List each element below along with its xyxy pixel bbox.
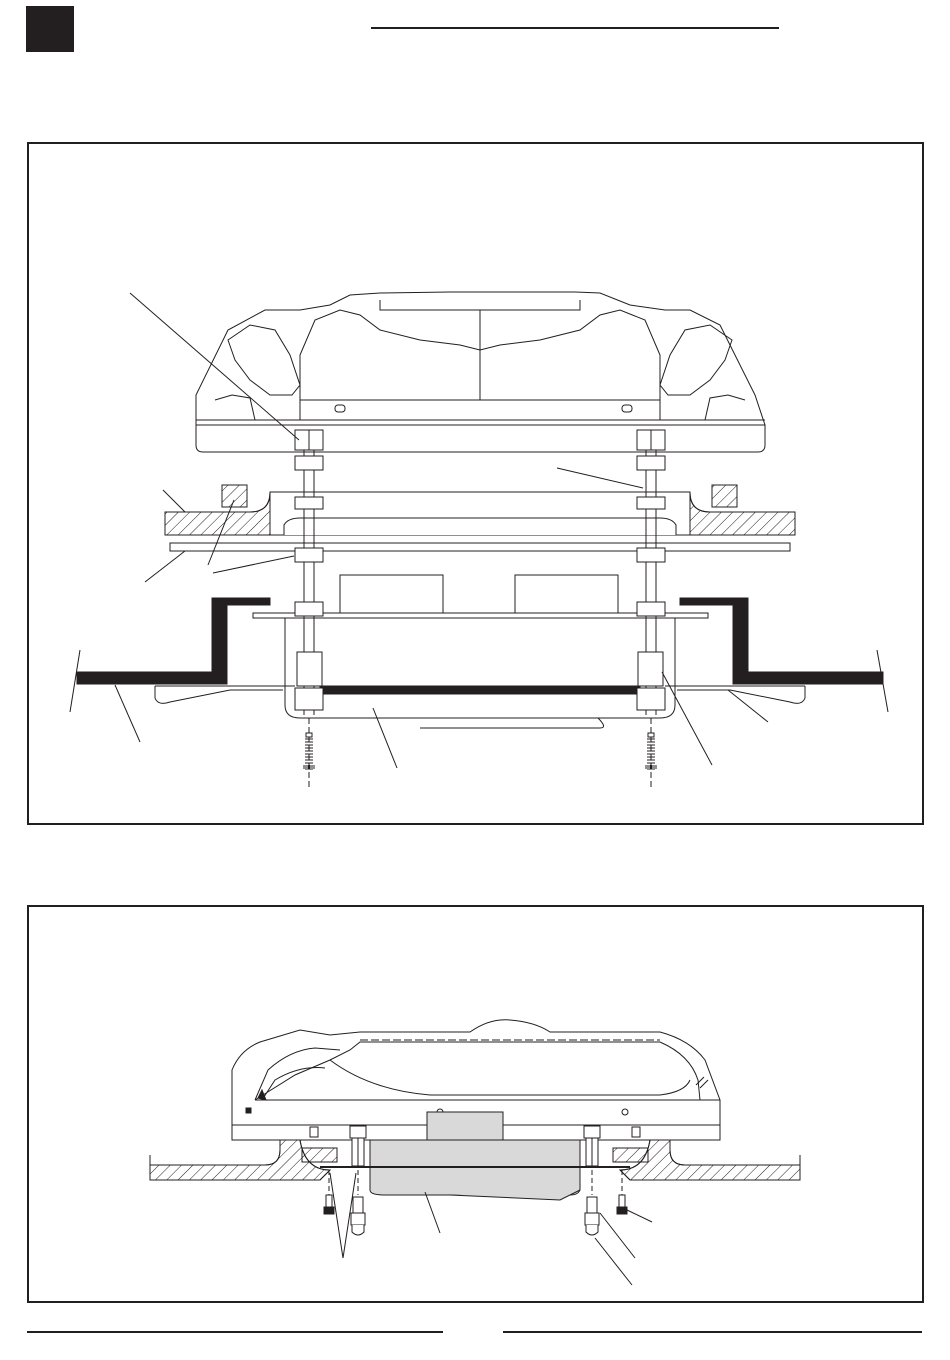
trim-left	[155, 686, 283, 703]
interior-frame-lip	[420, 718, 604, 728]
interior-frame	[285, 618, 675, 718]
interior-frame-top	[320, 686, 640, 694]
roof-unit-shell	[196, 292, 765, 452]
roof-section-left	[165, 485, 270, 535]
ceiling-left	[77, 598, 270, 684]
bolt-group-right	[584, 1126, 627, 1235]
bolt-group-left	[324, 1126, 366, 1235]
threaded-rod-right	[637, 430, 665, 790]
threaded-rod-left	[295, 430, 323, 790]
roof-section-2-right	[613, 1140, 800, 1180]
interior-block-right	[515, 575, 618, 615]
figure-1-drawing	[70, 292, 888, 790]
roof-section-right	[690, 485, 795, 535]
ceiling-right	[680, 598, 883, 684]
figure-2-drawing	[150, 1020, 800, 1285]
roof-section-2-left	[150, 1140, 337, 1180]
grey-block-top	[427, 1112, 503, 1140]
interior-block-left	[340, 575, 443, 615]
mounting-plate	[170, 543, 790, 551]
base-plate	[284, 518, 676, 535]
